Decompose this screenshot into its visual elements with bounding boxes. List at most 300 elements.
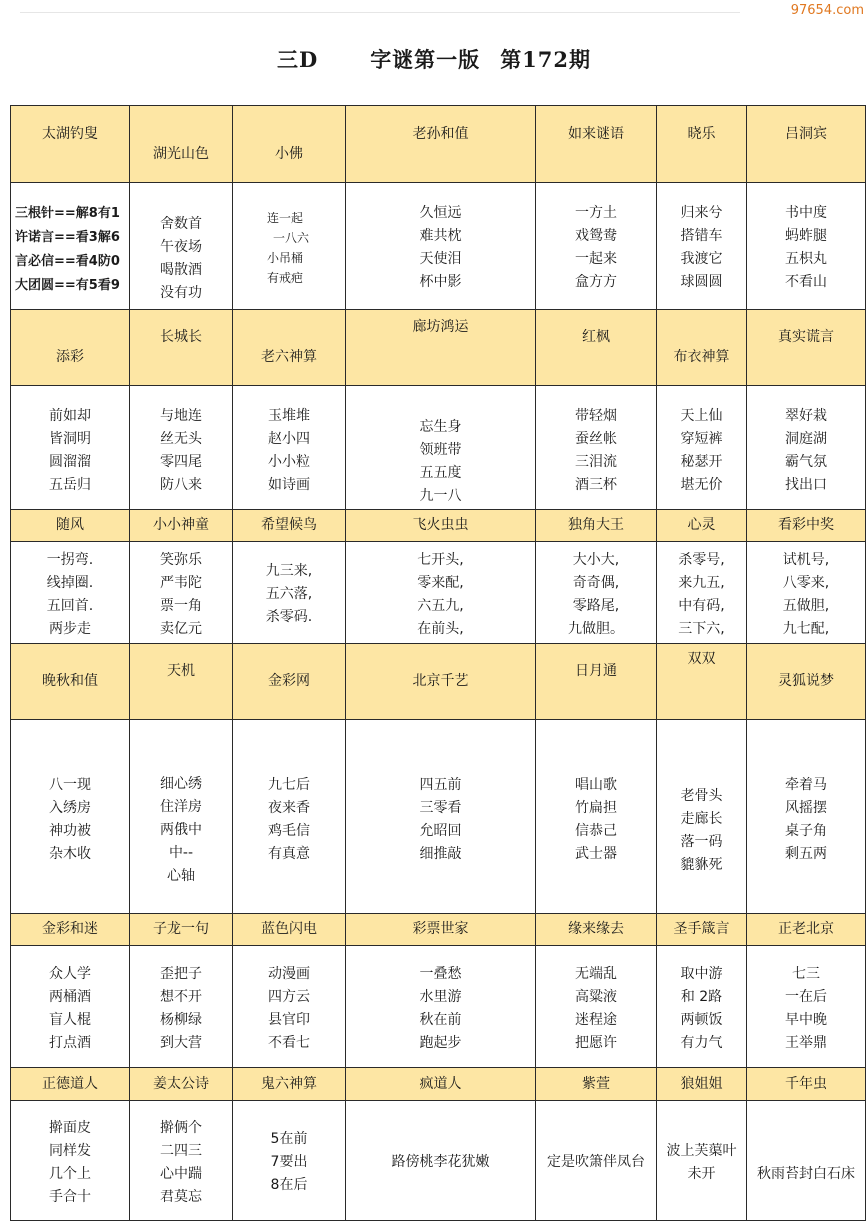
riddle-row [11, 1101, 866, 1221]
author-name: 缘来缘去 [568, 921, 624, 938]
author-name: 彩票世家 [412, 921, 469, 938]
author-header [130, 644, 233, 720]
top-divider [20, 12, 740, 13]
riddle-line: 住洋房 [160, 799, 202, 815]
riddle-line: 手合十 [49, 1188, 91, 1205]
author-name: 金彩和迷 [42, 921, 98, 938]
riddle-line: 许诺言==看3解6 [15, 230, 120, 245]
riddle-line: 杯中影 [419, 274, 462, 290]
author-header [747, 1068, 866, 1101]
riddle-line: 擀面皮 [49, 1119, 91, 1136]
riddle-line: 玉堆堆 [268, 407, 310, 424]
author-header [233, 106, 346, 183]
riddle-line: 一在后 [785, 988, 827, 1005]
riddle-line: 二四三 [160, 1142, 202, 1159]
riddle-line: 走廊长 [680, 810, 723, 827]
riddle-cell [346, 1101, 536, 1221]
riddle-line: 五枳丸 [785, 251, 827, 267]
riddle-line: 王举鼎 [785, 1034, 827, 1051]
author-header [536, 310, 657, 386]
riddle-cell [11, 183, 130, 310]
riddle-line: 杨柳绿 [160, 1011, 202, 1028]
riddle-line: 难共枕 [419, 228, 462, 244]
riddle-line: 票一角 [160, 597, 202, 614]
riddle-line: 有戒疤 [267, 271, 304, 285]
riddle-line: 貔貅死 [680, 856, 723, 873]
riddle-line: 心轴 [167, 868, 195, 884]
author-name: 灵狐说梦 [778, 673, 834, 690]
riddle-row [11, 386, 866, 510]
riddle-line: 唱山歌 [575, 776, 617, 793]
riddle-line: 同样发 [49, 1142, 91, 1159]
riddle-line: 八一现 [49, 776, 91, 793]
riddle-line: 两顿饭 [680, 1011, 723, 1028]
riddle-line: 大团圆==有5看9 [15, 278, 120, 293]
riddle-line: 球圆圆 [680, 274, 723, 290]
riddle-line: 落一码 [680, 833, 723, 850]
riddle-cell [233, 386, 346, 510]
riddle-table [10, 105, 866, 1221]
author-header [130, 310, 233, 386]
riddle-line: 翠好栽 [785, 407, 827, 424]
riddle-cell [536, 720, 657, 914]
riddle-cell [130, 386, 233, 510]
riddle-line: 与地连 [160, 407, 202, 424]
author-header [657, 310, 747, 386]
riddle-line: 跑起步 [419, 1034, 462, 1051]
author-name: 真实谎言 [778, 329, 834, 346]
riddle-line: 七三 [792, 965, 820, 982]
author-header [747, 914, 866, 946]
riddle-cell [657, 1101, 747, 1221]
riddle-line: 酒三杯 [575, 476, 617, 493]
riddle-line: 武士器 [575, 845, 617, 862]
riddle-line: 来九五, [678, 574, 725, 591]
riddle-line: 五五度 [419, 464, 462, 481]
author-name: 天机 [167, 663, 195, 680]
riddle-line: 允昭回 [419, 822, 462, 839]
riddle-line: 前如却 [49, 407, 91, 424]
riddle-line: 赵小四 [268, 430, 310, 447]
page-title [0, 44, 868, 74]
riddle-line: 我渡它 [680, 251, 723, 267]
riddle-cell [346, 183, 536, 310]
header-row [11, 644, 866, 720]
riddle-line: 君莫忘 [160, 1188, 202, 1205]
riddle-line: 五六落, [265, 586, 313, 602]
riddle-row [11, 542, 866, 644]
riddle-line: 中-- [168, 845, 194, 861]
riddle-cell [747, 1101, 866, 1221]
riddle-line: 未开 [687, 1165, 716, 1182]
riddle-line: 定是吹箫伴凤台 [547, 1154, 645, 1170]
riddle-line: 老骨头 [680, 787, 723, 804]
header-row [11, 1068, 866, 1101]
author-header [233, 1068, 346, 1101]
riddle-line: 穿短裤 [680, 430, 723, 447]
author-header [747, 106, 866, 183]
riddle-line: 秋在前 [419, 1011, 462, 1028]
author-name: 北京千艺 [412, 673, 469, 690]
riddle-line: 天使泪 [419, 251, 462, 267]
author-header [346, 914, 536, 946]
author-name: 老孙和值 [412, 125, 469, 142]
riddle-line: 圆溜溜 [49, 453, 91, 470]
author-header [657, 644, 747, 720]
riddle-line: 不看山 [785, 274, 827, 290]
riddle-line: 九七配, [782, 620, 830, 637]
riddle-line: 七开头, [417, 551, 464, 568]
author-name: 添彩 [56, 349, 84, 366]
author-name: 希望候鸟 [261, 517, 317, 534]
riddle-line: 歪把子 [160, 965, 202, 982]
riddle-cell [536, 946, 657, 1068]
author-name: 吕洞宾 [785, 125, 827, 142]
author-name: 蓝色闪电 [261, 921, 317, 938]
riddle-line: 夜来香 [268, 799, 310, 816]
riddle-line: 午夜场 [160, 239, 202, 255]
riddle-line: 神功被 [49, 822, 91, 839]
riddle-line: 入绣房 [49, 799, 91, 816]
riddle-cell [233, 183, 346, 310]
riddle-line: 严韦陀 [160, 574, 202, 591]
author-header [346, 510, 536, 542]
riddle-line: 取中游 [680, 965, 723, 982]
author-header [11, 914, 130, 946]
author-name: 老六神算 [261, 349, 317, 366]
riddle-line: 迷程途 [575, 1011, 617, 1028]
riddle-line: 皆洞明 [49, 430, 91, 447]
author-header [233, 510, 346, 542]
riddle-line: 五做胆, [782, 597, 830, 614]
riddle-line: 一起来 [575, 251, 617, 267]
author-header [11, 310, 130, 386]
riddle-line: 搭错车 [680, 228, 723, 244]
title-prefix: 三D [276, 47, 319, 72]
riddle-line: 九一八 [419, 487, 462, 504]
riddle-line: 两俄中 [160, 822, 202, 838]
author-name: 千年虫 [785, 1075, 827, 1092]
title-name: 字谜第一版 [370, 47, 481, 72]
author-header [346, 106, 536, 183]
author-name: 晚秋和值 [42, 673, 98, 690]
author-name: 鬼六神算 [261, 1075, 317, 1092]
author-header [657, 914, 747, 946]
author-header [657, 106, 747, 183]
author-header [536, 644, 657, 720]
author-name: 日月通 [575, 663, 617, 680]
author-header [233, 310, 346, 386]
riddle-cell [657, 542, 747, 644]
riddle-line: 九三来, [265, 563, 313, 579]
author-header [346, 644, 536, 720]
author-header [536, 510, 657, 542]
riddle-line: 五回首. [46, 597, 94, 614]
riddle-line: 擀俩个 [160, 1119, 202, 1136]
riddle-line: 细心绣 [160, 776, 202, 792]
riddle-line: 言必信==看4防0 [15, 254, 120, 269]
riddle-line: 心中踹 [160, 1165, 202, 1182]
riddle-line: 水里游 [419, 988, 462, 1005]
author-header [536, 1068, 657, 1101]
riddle-cell [747, 386, 866, 510]
author-header [346, 1068, 536, 1101]
riddle-cell [11, 1101, 130, 1221]
riddle-line: 8在后 [270, 1177, 308, 1193]
author-header [747, 644, 866, 720]
riddle-line: 忘生身 [419, 418, 462, 435]
riddle-line: 丝无头 [160, 430, 202, 447]
riddle-line: 秋雨苔封白石床 [757, 1166, 855, 1182]
header-row [11, 510, 866, 542]
riddle-line: 零路尾, [572, 597, 620, 614]
author-name: 正老北京 [778, 921, 834, 938]
site-watermark: 97654.com [790, 3, 864, 18]
riddle-line: 杀零码. [265, 609, 313, 625]
author-header [11, 644, 130, 720]
riddle-cell [11, 386, 130, 510]
riddle-cell [747, 542, 866, 644]
riddle-line: 八零来, [782, 574, 830, 591]
riddle-cell [346, 542, 536, 644]
author-header [536, 106, 657, 183]
author-header [536, 914, 657, 946]
author-name: 看彩中奖 [778, 517, 834, 534]
riddle-line: 归来兮 [680, 205, 723, 221]
riddle-line: 戏鸳鸯 [575, 228, 617, 244]
author-name: 子龙一句 [153, 921, 209, 938]
riddle-line: 久恒远 [419, 205, 462, 221]
riddle-row [11, 946, 866, 1068]
riddle-cell [130, 1101, 233, 1221]
riddle-line: 霸气氛 [785, 453, 827, 470]
author-name: 飞火虫虫 [412, 517, 469, 534]
riddle-line: 一叠愁 [419, 965, 462, 982]
riddle-line: 有真意 [268, 845, 310, 862]
riddle-line: 五岳归 [49, 476, 91, 493]
riddle-cell [657, 720, 747, 914]
riddle-line: 卖亿元 [160, 620, 202, 637]
author-name: 正德道人 [42, 1075, 98, 1092]
author-name: 姜太公诗 [153, 1075, 209, 1092]
riddle-cell [130, 720, 233, 914]
author-name: 长城长 [160, 329, 202, 346]
author-header [11, 106, 130, 183]
riddle-line: 细推敲 [419, 845, 462, 862]
riddle-line: 秘瑟开 [680, 453, 723, 470]
riddle-line: 桌子角 [785, 822, 827, 839]
riddle-line: 5在前 [270, 1131, 308, 1147]
riddle-row [11, 183, 866, 310]
author-name: 布衣神算 [673, 349, 730, 366]
riddle-line: 打点酒 [49, 1034, 91, 1051]
riddle-line: 竹扁担 [575, 799, 617, 816]
author-header [233, 914, 346, 946]
riddle-line: 众人学 [49, 965, 91, 982]
riddle-line: 不看七 [268, 1034, 310, 1051]
riddle-line: 四方云 [268, 988, 310, 1005]
riddle-cell [536, 183, 657, 310]
author-header [130, 106, 233, 183]
author-header [747, 510, 866, 542]
author-header [130, 1068, 233, 1101]
riddle-line: 一方土 [575, 205, 617, 221]
author-header [657, 1068, 747, 1101]
author-name: 圣手箴言 [673, 921, 730, 938]
riddle-line: 堪无价 [680, 476, 723, 493]
riddle-line: 中有码, [678, 597, 725, 614]
riddle-line: 波上芙蕖叶 [666, 1142, 737, 1159]
author-header [233, 644, 346, 720]
riddle-line: 有力气 [680, 1034, 723, 1051]
riddle-line: 剩五两 [785, 845, 827, 862]
author-name: 狼姐姐 [680, 1075, 723, 1092]
riddle-line: 蚂蚱腿 [785, 228, 827, 244]
author-name: 金彩网 [268, 673, 310, 690]
riddle-line: 7要出 [270, 1154, 308, 1170]
author-name: 随风 [56, 517, 84, 534]
riddle-line: 信恭己 [575, 822, 617, 839]
riddle-line: 路傍桃李花犹嫩 [391, 1154, 490, 1170]
author-name: 红枫 [582, 329, 610, 346]
riddle-line: 洞庭湖 [785, 430, 827, 447]
riddle-cell [747, 183, 866, 310]
author-name: 双双 [687, 651, 716, 668]
author-header [657, 510, 747, 542]
author-name: 晓乐 [687, 125, 716, 142]
riddle-line: 四五前 [419, 776, 462, 793]
riddle-line: 九七后 [268, 776, 310, 793]
riddle-cell [11, 720, 130, 914]
riddle-line: 连一起 [267, 211, 304, 225]
title-issue: 第172期 [500, 47, 592, 72]
riddle-cell [233, 720, 346, 914]
riddle-cell [657, 946, 747, 1068]
riddle-line: 蚕丝帐 [575, 430, 617, 447]
riddle-line: 高粱液 [575, 988, 617, 1005]
riddle-line: 杀零号, [678, 551, 725, 568]
riddle-row [11, 720, 866, 914]
riddle-cell [657, 386, 747, 510]
header-row [11, 310, 866, 386]
riddle-line: 三根针==解8有1 [15, 206, 120, 221]
author-header [747, 310, 866, 386]
header-row [11, 106, 866, 183]
riddle-line: 九做胆。 [568, 620, 624, 637]
riddle-line: 县官印 [268, 1011, 310, 1028]
riddle-cell [130, 183, 233, 310]
riddle-cell [747, 946, 866, 1068]
riddle-cell [233, 542, 346, 644]
riddle-line: 防八来 [160, 476, 202, 493]
riddle-line: 领班带 [419, 441, 462, 458]
riddle-line: 三泪流 [575, 453, 617, 470]
riddle-line: 两步走 [49, 620, 91, 637]
author-name: 太湖钓叟 [42, 125, 98, 142]
riddle-cell [233, 946, 346, 1068]
riddle-line: 想不开 [160, 988, 202, 1005]
author-name: 湖光山色 [153, 145, 209, 162]
riddle-line: 一八六 [273, 231, 310, 245]
riddle-cell [233, 1101, 346, 1221]
riddle-line: 小吊桶 [267, 251, 304, 265]
riddle-line: 盒方方 [575, 274, 617, 290]
riddle-cell [657, 183, 747, 310]
author-header [11, 510, 130, 542]
riddle-cell [346, 720, 536, 914]
riddle-cell [130, 946, 233, 1068]
riddle-line: 杂木收 [49, 845, 91, 862]
author-name: 廊坊鸿运 [412, 319, 469, 336]
riddle-line: 两桶酒 [49, 988, 91, 1005]
riddle-line: 书中度 [785, 205, 827, 221]
riddle-line: 六五九, [417, 597, 464, 614]
riddle-cell [130, 542, 233, 644]
riddle-cell [11, 542, 130, 644]
author-name: 独角大王 [568, 517, 624, 534]
riddle-line: 牵着马 [785, 776, 827, 793]
riddle-line: 几个上 [49, 1165, 91, 1182]
author-name: 心灵 [687, 517, 716, 534]
riddle-line: 三下六, [678, 620, 725, 637]
riddle-line: 舍数首 [160, 216, 202, 232]
riddle-line: 零来配, [417, 574, 464, 591]
author-name: 小小神童 [153, 517, 209, 534]
riddle-line: 到大营 [160, 1034, 202, 1051]
riddle-line: 动漫画 [268, 965, 310, 982]
riddle-line: 找出口 [785, 476, 827, 493]
riddle-line: 无端乱 [575, 965, 617, 982]
author-name: 疯道人 [419, 1075, 462, 1092]
riddle-cell [11, 946, 130, 1068]
riddle-line: 奇奇偶, [572, 574, 620, 591]
riddle-line: 把愿许 [575, 1034, 617, 1051]
riddle-cell [536, 1101, 657, 1221]
riddle-cell [747, 720, 866, 914]
riddle-line: 风摇摆 [785, 799, 827, 816]
header-row [11, 914, 866, 946]
riddle-line: 和 2路 [680, 988, 723, 1005]
riddle-line: 早中晚 [785, 1011, 827, 1028]
author-header [130, 510, 233, 542]
riddle-line: 没有功 [160, 285, 202, 301]
riddle-line: 笑弥乐 [160, 551, 202, 568]
riddle-line: 线掉圈. [46, 574, 94, 591]
riddle-line: 三零看 [419, 799, 462, 816]
riddle-line: 鸡毛信 [268, 822, 310, 839]
riddle-line: 大小大, [572, 551, 620, 568]
riddle-cell [536, 542, 657, 644]
riddle-cell [346, 946, 536, 1068]
author-name: 如来谜语 [568, 125, 624, 142]
author-header [11, 1068, 130, 1101]
riddle-line: 盲人棍 [49, 1011, 91, 1028]
author-header [130, 914, 233, 946]
author-header [346, 310, 536, 386]
riddle-line: 如诗画 [268, 476, 310, 493]
riddle-line: 零四尾 [160, 453, 202, 470]
riddle-line: 喝散酒 [160, 262, 202, 278]
author-name: 小佛 [275, 145, 303, 162]
riddle-line: 小小粒 [268, 453, 310, 470]
riddle-cell [346, 386, 536, 510]
riddle-line: 在前头, [417, 620, 464, 637]
riddle-cell [536, 386, 657, 510]
riddle-line: 一拐弯. [46, 551, 94, 568]
author-name: 紫萱 [582, 1075, 610, 1092]
riddle-line: 试机号, [782, 551, 830, 568]
riddle-line: 带轻烟 [575, 407, 617, 424]
